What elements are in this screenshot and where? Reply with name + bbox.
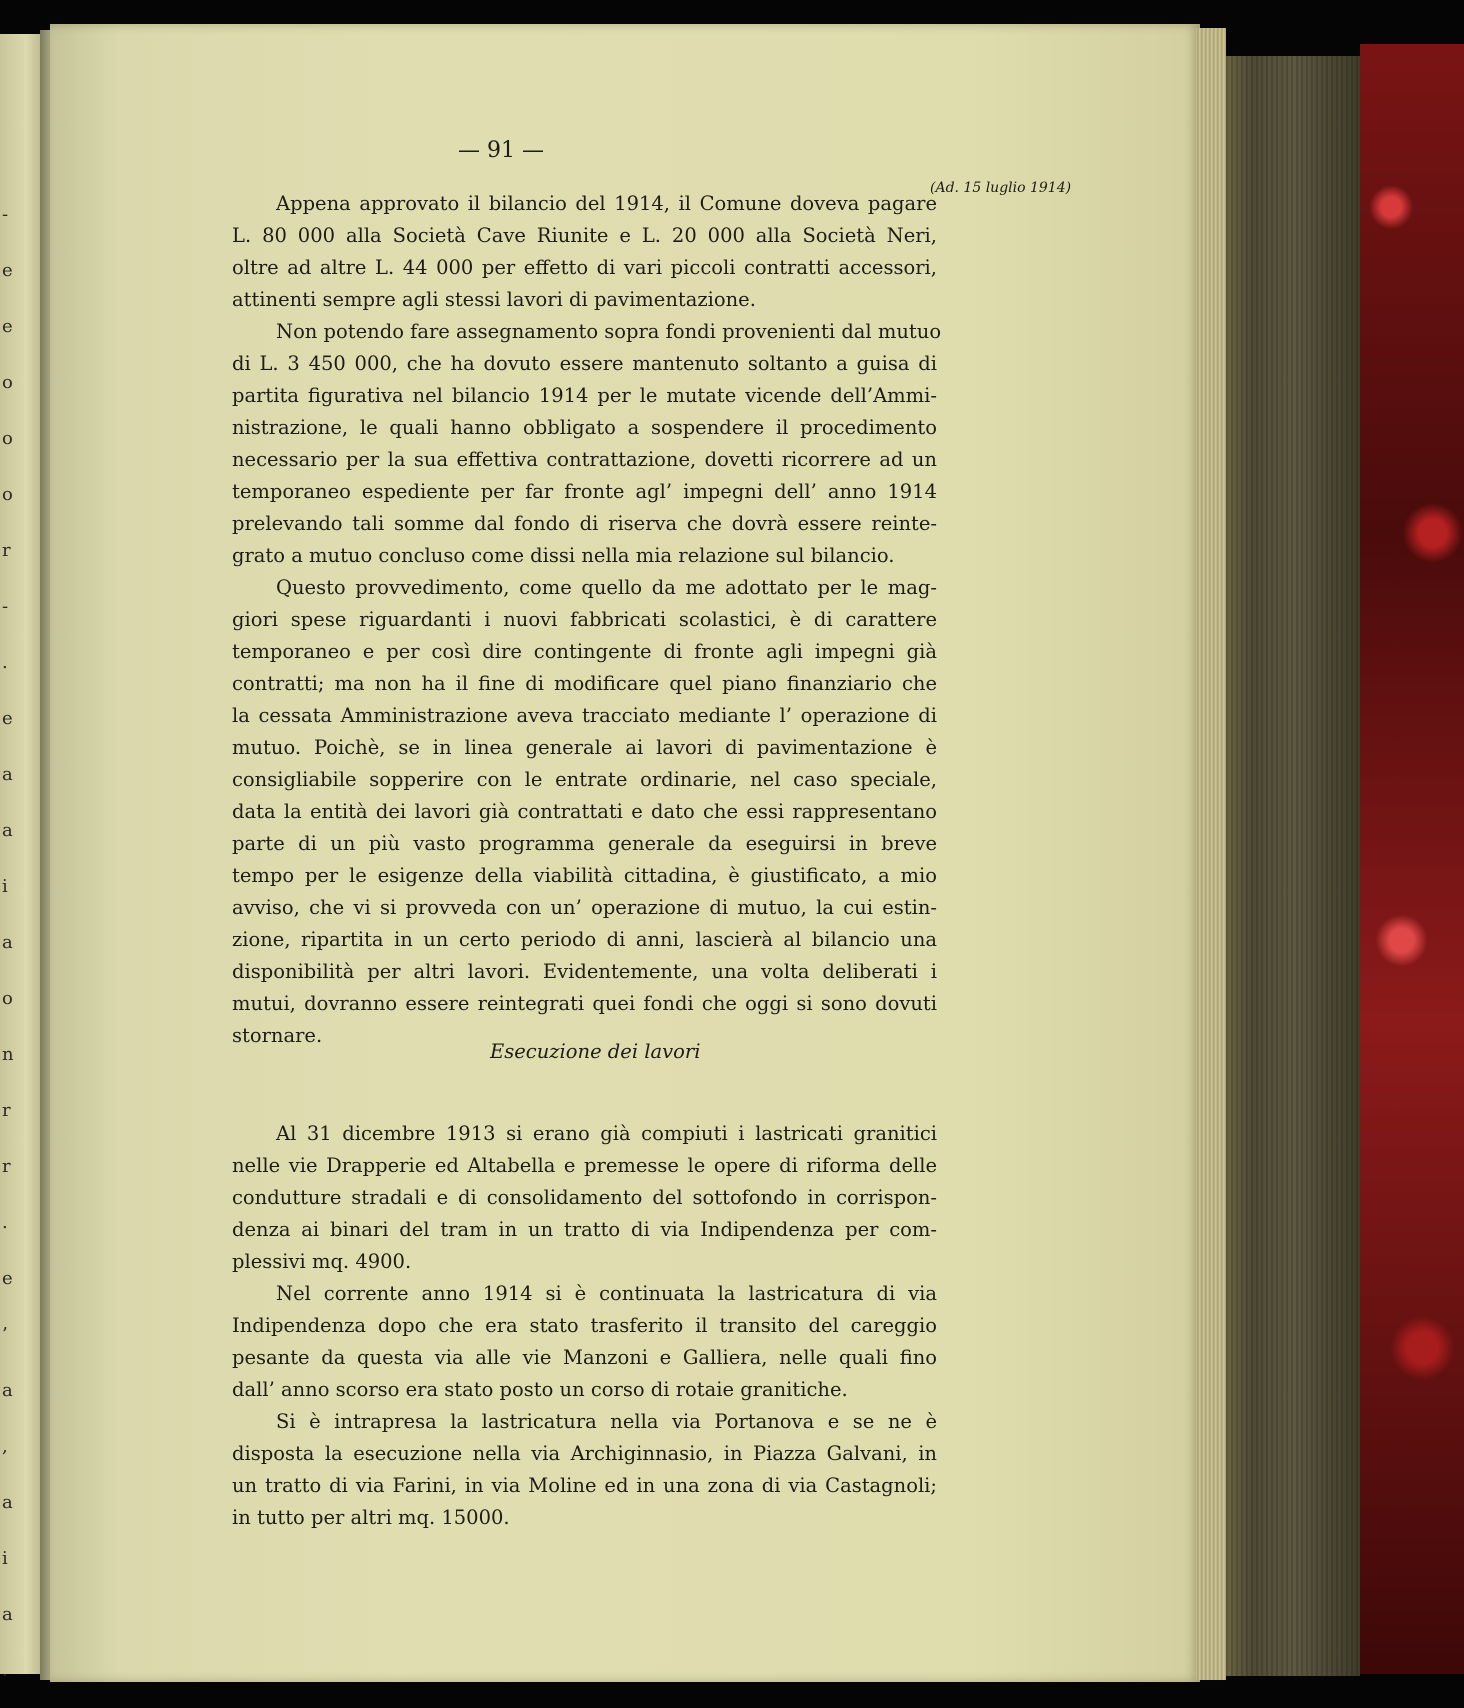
text-line: giori spese riguardanti i nuovi fabbricati scolastici, è di carattere	[232, 608, 937, 631]
text-line: un tratto di via Farini, in via Moline ed in una zona di via Castagnoli;	[232, 1474, 937, 1497]
text-line: nistrazione, le quali hanno obbligato a sospendere il procedimento	[232, 416, 937, 439]
page-edges	[1196, 28, 1226, 1680]
left-page-fragment: o	[2, 988, 13, 1009]
text-line: oltre ad altre L. 44 000 per effetto di vari piccoli contratti accessori,	[232, 256, 937, 279]
left-page-fragment: e	[2, 708, 13, 729]
text-line: L. 80 000 alla Società Cave Riunite e L. 20 000 alla Società Neri,	[232, 224, 937, 247]
text-line: temporaneo e per così dire contingente di fronte agli impegni già	[232, 640, 937, 663]
left-page-fragment: o	[2, 484, 13, 505]
left-page-fragment: .	[2, 652, 8, 673]
left-page-fragment: r	[2, 1100, 11, 1121]
marbled-cover	[1360, 44, 1464, 1674]
left-page-fragment: i	[2, 876, 8, 897]
left-page-fragment: a	[2, 932, 13, 953]
left-page-fragment: o	[2, 372, 13, 393]
text-line: consigliabile sopperire con le entrate ordinarie, nel caso speciale,	[232, 768, 937, 791]
text-line: Appena approvato il bilancio del 1914, il Comune doveva pagare	[276, 192, 937, 215]
left-page-fragment: e	[2, 316, 13, 337]
text-line: tempo per le esigenze della viabilità cittadina, è giustificato, a mio	[232, 864, 937, 887]
text-line: dall’ anno scorso era stato posto un corso di rotaie granitiche.	[232, 1378, 848, 1401]
text-line: necessario per la sua effettiva contrattazione, dovetti ricorrere ad un	[232, 448, 937, 471]
text-line: stornare.	[232, 1024, 323, 1047]
text-line: mutui, dovranno essere reintegrati quei fondi che oggi si sono dovuti	[232, 992, 937, 1015]
margin-note: (Ad. 15 luglio 1914)	[930, 180, 1072, 196]
left-page-fragment: a	[2, 820, 13, 841]
text-line: disposta la esecuzione nella via Archiginnasio, in Piazza Galvani, in	[232, 1442, 937, 1465]
left-page-fragment: a	[2, 1604, 13, 1625]
left-page-fragment: -	[2, 596, 9, 617]
text-line: mutuo. Poichè, se in linea generale ai lavori di pavimentazione è	[232, 736, 937, 759]
text-line: partita figurativa nel bilancio 1914 per le mutate vicende dell’Ammi-	[232, 384, 937, 407]
left-page-fragment: e	[2, 1268, 13, 1289]
left-page-fragment: ’	[2, 1324, 8, 1345]
text-line: Al 31 dicembre 1913 si erano già compiuti i lastricati granitici	[276, 1122, 937, 1145]
text-line: la cessata Amministrazione aveva tracciato mediante l’ operazione di	[232, 704, 937, 727]
text-line: Non potendo fare assegnamento sopra fondi provenienti dal mutuo	[276, 320, 942, 343]
text-line: Indipendenza dopo che era stato trasferito il transito del careggio	[232, 1314, 937, 1337]
text-line: denza ai binari del tram in un tratto di via Indipendenza per com-	[232, 1218, 937, 1241]
left-page-fragment: r	[2, 540, 11, 561]
text-line: plessivi mq. 4900.	[232, 1250, 412, 1273]
left-page-fragment: o	[2, 428, 13, 449]
book-block-edge	[1226, 56, 1360, 1676]
text-line: parte di un più vasto programma generale da eseguirsi in breve	[232, 832, 937, 855]
left-page-fragment: ,	[2, 1436, 8, 1457]
text-line: prelevando tali somme dal fondo di riserva che dovrà essere reinte-	[232, 512, 937, 535]
text-line: Questo provvedimento, come quello da me adottato per le mag-	[276, 576, 937, 599]
text-line: di L. 3 450 000, che ha dovuto essere mantenuto soltanto a guisa di	[232, 352, 937, 375]
left-page-fragment: .	[2, 1660, 8, 1681]
left-page-fragment: i	[2, 1548, 8, 1569]
page-number: — 91 —	[458, 138, 544, 163]
text-line: condutture stradali e di consolidamento del sottofondo in corrispon-	[232, 1186, 937, 1209]
text-line: nelle vie Drapperie ed Altabella e premesse le opere di riforma delle	[232, 1154, 937, 1177]
text-line: Si è intrapresa la lastricatura nella via Portanova e se ne è	[276, 1410, 937, 1433]
left-page-fragment: e	[2, 260, 13, 281]
text-line: temporaneo espediente per far fronte agl’ impegni dell’ anno 1914	[232, 480, 937, 503]
left-page-fragment: r	[2, 1156, 11, 1177]
left-page-fragment: a	[2, 1492, 13, 1513]
left-page-fragment: n	[2, 1044, 14, 1065]
text-line: grato a mutuo concluso come dissi nella mia relazione sul bilancio.	[232, 544, 895, 567]
left-page-fragment: a	[2, 1380, 13, 1401]
text-line: attinenti sempre agli stessi lavori di pavimentazione.	[232, 288, 756, 311]
text-line: Nel corrente anno 1914 si è continuata la lastricatura di via	[276, 1282, 937, 1305]
text-line: pesante da questa via alle vie Manzoni e Galliera, nelle quali fino	[232, 1346, 937, 1369]
left-facing-page	[0, 34, 44, 1681]
left-page-fragment: .	[2, 1212, 8, 1233]
text-line: contratti; ma non ha il fine di modificare quel piano finanziario che	[232, 672, 937, 695]
section-heading: Esecuzione dei lavori	[490, 1040, 701, 1063]
left-page-fragment: a	[2, 764, 13, 785]
text-line: in tutto per altri mq. 15000.	[232, 1506, 510, 1529]
text-line: zione, ripartita in un certo periodo di anni, lascierà al bilancio una	[232, 928, 937, 951]
text-line: avviso, che vi si provveda con un’ operazione di mutuo, la cui estin-	[232, 896, 937, 919]
text-line: disponibilità per altri lavori. Evidentemente, una volta deliberati i	[232, 960, 937, 983]
text-line: data la entità dei lavori già contrattati e dato che essi rappresentano	[232, 800, 937, 823]
left-page-fragment: -	[2, 204, 9, 225]
